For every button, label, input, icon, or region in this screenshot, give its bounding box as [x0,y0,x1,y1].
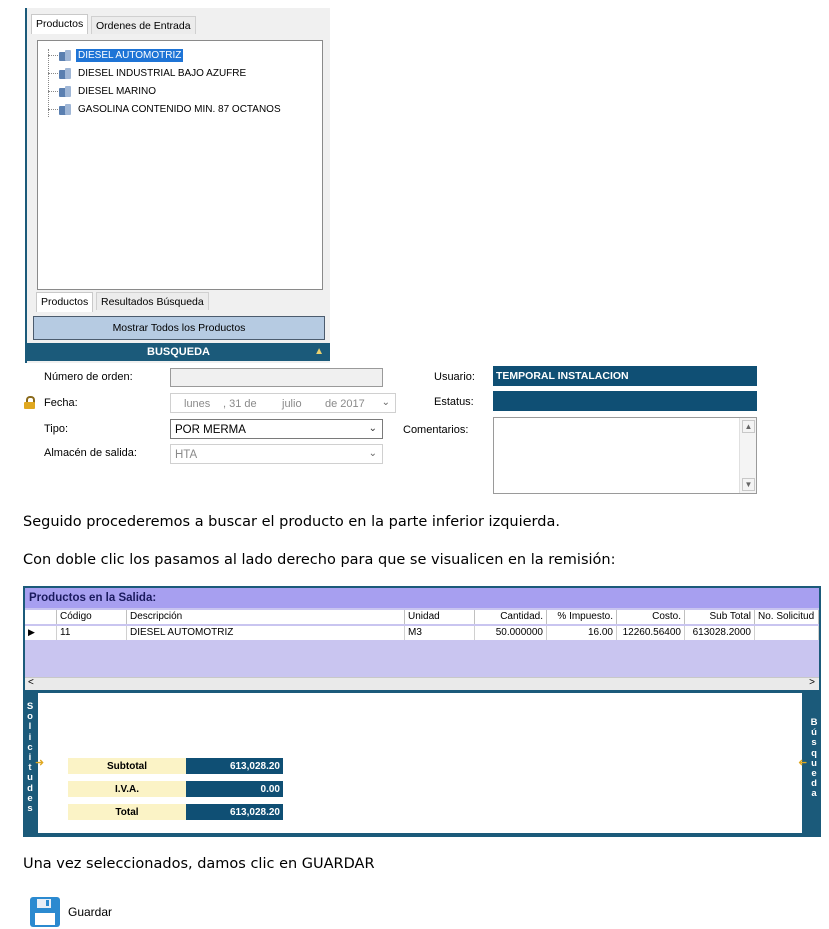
scroll-up-icon[interactable]: ▲ [742,420,755,433]
order-number-field[interactable] [170,368,383,387]
comentarios-label: Comentarios: [403,424,469,436]
tree-item-label: DIESEL AUTOMOTRIZ [78,50,182,61]
table-cell-no-solicitud[interactable] [755,626,819,640]
tree-item-gasolina[interactable] [48,101,283,118]
instruction-paragraph-2: Con doble clic los pasamos al lado derecho para que se visualicen en la remisión: [23,552,616,568]
order-number-label: Número de orden: [44,371,133,383]
grid-horizontal-scrollbar[interactable] [25,677,819,690]
column-header-costo[interactable]: Costo. [617,610,685,624]
usuario-label: Usuario: [434,371,475,383]
iva-label: I.V.A. [68,781,186,797]
instruction-paragraph-1: Seguido procederemos a buscar el producto en la parte inferior izquierda. [23,514,560,530]
scroll-right-icon[interactable]: > [809,677,815,688]
tree-item-diesel-marino[interactable] [48,83,158,100]
column-header-codigo[interactable]: Código [57,610,127,624]
tree-item-diesel-automotriz[interactable] [48,47,183,64]
almacen-value: HTA [175,449,198,461]
chevron-down-icon[interactable]: ⌄ [368,423,377,434]
product-tree [37,40,323,290]
product-tree-panel [25,8,330,363]
date-day: , 31 de [223,398,257,410]
date-year: de 2017 [325,398,365,410]
solicitudes-side-tab[interactable]: S o l i c i t u d e s [26,701,34,815]
column-header-impuesto[interactable]: % Impuesto. [547,610,617,624]
tab-productos[interactable]: Productos [31,14,88,34]
table-cell-unidad[interactable]: M3 [405,626,475,640]
table-cell-costo[interactable]: 12260.56400 [617,626,685,640]
product-icon [58,68,72,80]
column-header-cantidad[interactable]: Cantidad. [475,610,547,624]
arrow-right-icon[interactable]: ➜ [35,757,45,769]
tipo-select[interactable] [170,419,383,439]
table-cell-impuesto[interactable]: 16.00 [547,626,617,640]
date-picker[interactable] [170,393,396,413]
total-value: 613,028.20 [186,804,283,820]
usuario-field: TEMPORAL INSTALACION [493,366,757,386]
comentarios-scrollbar[interactable] [739,418,756,493]
date-day-name: lunes [184,398,211,410]
totals-area [35,693,808,833]
busqueda-bar[interactable] [27,343,330,361]
date-label: Fecha: [44,397,78,409]
lock-icon [23,396,35,409]
tree-item-diesel-industrial[interactable] [48,65,248,82]
column-header-descripcion[interactable]: Descripción [127,610,405,624]
row-pointer-icon: ▶ [25,626,57,640]
products-grid-panel [23,586,821,837]
estatus-field [493,391,757,411]
tipo-label: Tipo: [44,423,69,435]
tree-item-label: DIESEL MARINO [78,86,156,97]
scroll-down-icon[interactable]: ▼ [742,478,755,491]
tab-resultados-busqueda[interactable]: Resultados Búsqueda [96,292,209,310]
busqueda-label: BUSQUEDA [147,346,210,358]
almacen-label: Almacén de salida: [44,447,137,459]
tree-item-label: GASOLINA CONTENIDO MIN. 87 OCTANOS [78,104,281,115]
chevron-down-icon[interactable]: ⌄ [381,397,390,408]
iva-value: 0.00 [186,781,283,797]
collapse-icon[interactable]: ▲ [314,346,324,357]
total-label: Total [68,804,186,820]
table-cell-cantidad[interactable]: 50.000000 [475,626,547,640]
floppy-disk-icon [30,897,60,927]
arrow-left-icon[interactable]: ➜ [798,757,808,769]
subtotal-value: 613,028.20 [186,758,283,774]
grid-row-header-corner [25,610,57,624]
comentarios-textarea[interactable] [493,417,757,494]
estatus-label: Estatus: [434,396,474,408]
product-icon [58,50,72,62]
products-grid [25,588,819,689]
product-icon [58,86,72,98]
almacen-select[interactable] [170,444,383,464]
column-header-unidad[interactable]: Unidad [405,610,475,624]
tree-item-label: DIESEL INDUSTRIAL BAJO AZUFRE [78,68,247,79]
column-header-no-solicitud[interactable]: No. Solicitud [755,610,819,624]
column-header-subtotal[interactable]: Sub Total [685,610,755,624]
subtotal-label: Subtotal [68,758,186,774]
table-cell-codigo[interactable]: 11 [57,626,127,640]
scroll-left-icon[interactable]: < [28,677,34,688]
date-month: julio [282,398,302,410]
tab-ordenes-de-entrada[interactable]: Ordenes de Entrada [91,16,196,34]
chevron-down-icon[interactable]: ⌄ [368,448,377,459]
tipo-value: POR MERMA [175,424,246,436]
show-all-products-button[interactable]: Mostrar Todos los Productos [33,316,325,340]
product-icon [58,104,72,116]
busqueda-side-tab[interactable]: B ú s q u e d a [810,717,818,800]
tab-productos-bottom[interactable]: Productos [36,292,93,312]
save-label: Guardar [68,905,113,919]
grid-title: Productos en la Salida: [25,588,819,608]
table-cell-subtotal[interactable]: 613028.2000 [685,626,755,640]
table-cell-descripcion[interactable]: DIESEL AUTOMOTRIZ [127,626,405,640]
instruction-paragraph-3: Una vez seleccionados, damos clic en GUARDAR [23,856,375,872]
save-button[interactable] [30,897,130,927]
